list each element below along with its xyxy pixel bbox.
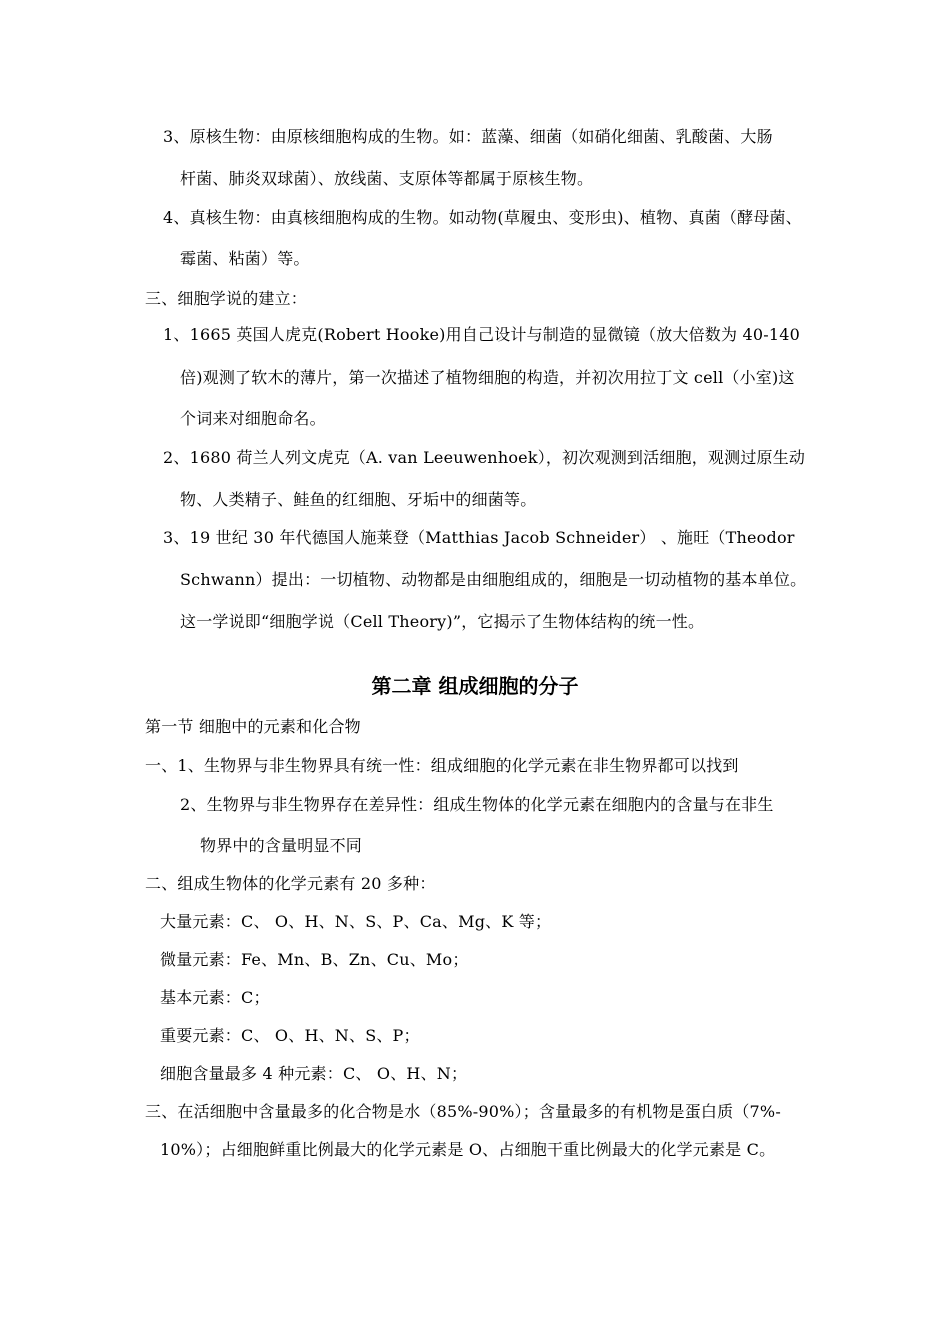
elements-heading: 二、组成生物体的化学元素有 20 多种：: [145, 874, 436, 893]
schleiden-line-3: 这一学说即“细胞学说（Cell Theory)”，它揭示了生物体结构的统一性。: [180, 612, 705, 631]
leeuwenhoek-line-2: 物、人类精子、鲑鱼的红细胞、牙垢中的细菌等。: [180, 490, 537, 509]
compounds-line-1: 三、在活细胞中含量最多的化合物是水（85%-90%）；含量最多的有机物是蛋白质（7%-: [145, 1102, 781, 1121]
hooke-line-2: 倍)观测了软木的薄片，第一次描述了植物细胞的构造，并初次用拉丁文 cell（小室)这: [180, 368, 795, 387]
unity-line: 一、1、生物界与非生物界具有统一性：组成细胞的化学元素在非生物界都可以找到: [145, 756, 739, 775]
most-four-elements: 细胞含量最多 4 种元素：C、 O、H、N；: [160, 1064, 468, 1083]
prokaryote-line-1: 3、原核生物：由原核细胞构成的生物。如：蓝藻、细菌（如硝化细菌、乳酸菌、大肠: [163, 127, 773, 146]
macro-elements: 大量元素：C、 O、H、N、S、P、Ca、Mg、K 等；: [160, 912, 552, 931]
cell-theory-heading: 三、细胞学说的建立：: [145, 289, 308, 308]
micro-elements: 微量元素：Fe、Mn、B、Zn、Cu、Mo；: [160, 950, 469, 969]
chapter-title: 第二章 组成细胞的分子: [371, 674, 579, 698]
important-elements: 重要元素：C、 O、H、N、S、P；: [160, 1026, 420, 1045]
prokaryote-line-2: 杆菌、肺炎双球菌）、放线菌、支原体等都属于原核生物。: [180, 169, 594, 188]
hooke-line-3: 个词来对细胞命名。: [180, 409, 326, 428]
section-heading: 第一节 细胞中的元素和化合物: [145, 717, 361, 736]
hooke-line-1: 1、1665 英国人虎克(Robert Hooke)用自己设计与制造的显微镜（放大倍数为 40-140: [163, 325, 800, 344]
eukaryote-line-2: 霉菌、粘菌）等。: [180, 249, 310, 268]
leeuwenhoek-line-1: 2、1680 荷兰人列文虎克（A. van Leeuwenhoek），初次观测到活细胞，观测过原生动: [163, 448, 806, 467]
eukaryote-line-1: 4、真核生物：由真核细胞构成的生物。如动物(草履虫、变形虫)、植物、真菌（酵母菌、: [163, 208, 802, 227]
compounds-line-2: 10%）；占细胞鲜重比例最大的化学元素是 O、占细胞干重比例最大的化学元素是 C。: [160, 1140, 776, 1159]
schleiden-line-2: Schwann）提出：一切植物、动物都是由细胞组成的，细胞是一切动植物的基本单位。: [180, 570, 807, 589]
basic-elements: 基本元素：C；: [160, 988, 270, 1007]
schleiden-line-1: 3、19 世纪 30 年代德国人施莱登（Matthias Jacob Schneider） 、施旺（Theodor: [163, 528, 795, 547]
difference-line-2: 物界中的含量明显不同: [200, 836, 363, 855]
difference-line-1: 2、生物界与非生物界存在差异性：组成生物体的化学元素在细胞内的含量与在非生: [180, 795, 774, 814]
